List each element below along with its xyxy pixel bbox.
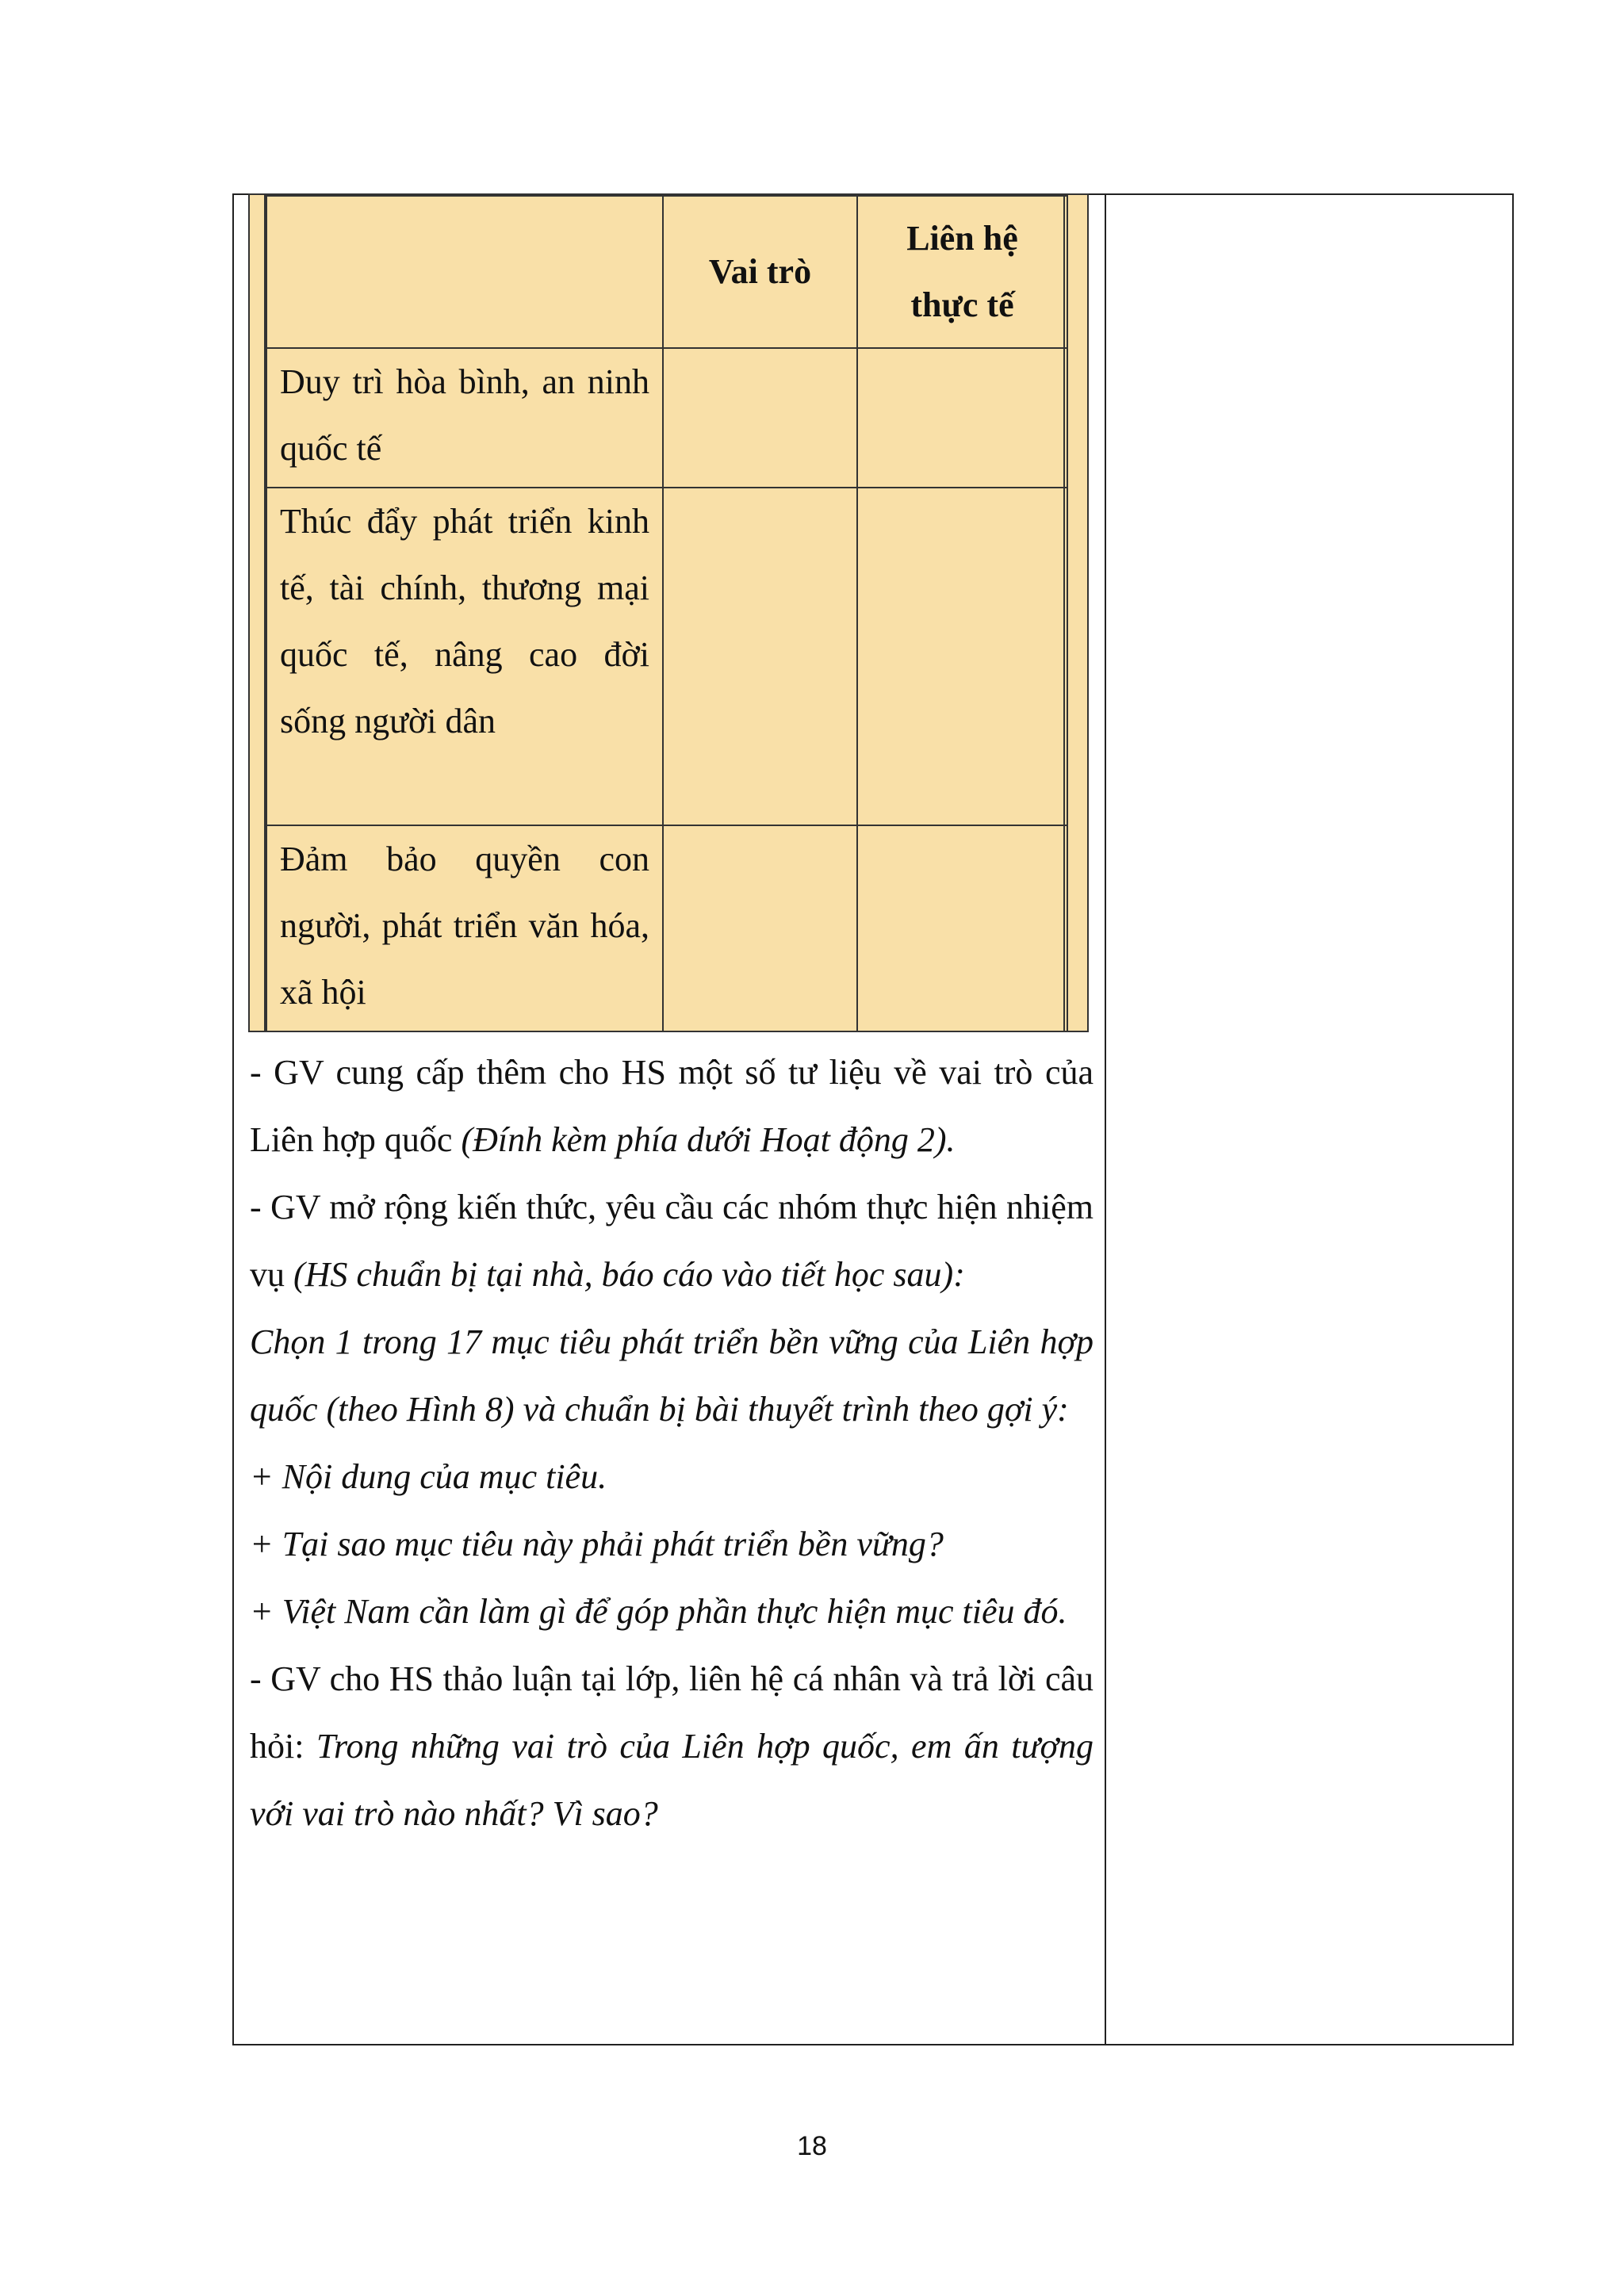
paragraph (250, 1173, 1094, 1308)
table-row (266, 825, 1067, 1031)
page-number: 18 (797, 2131, 827, 2161)
value-cell (663, 348, 857, 488)
header-practice-line1: Liên hệ (906, 219, 1018, 258)
table-row (266, 488, 1067, 825)
role-cell: Duy trì hòa bình, an ninh quốc tế (266, 348, 663, 488)
value-cell (663, 825, 857, 1031)
paragraph-text: - GV cho HS thảo luận tại lớp, liên hệ cá nhân và trả lời câu hỏi: (250, 1659, 1094, 1766)
role-cell: Đảm bảo quyền con người, phát triển văn hóa, xã hội (266, 825, 663, 1031)
table-row (266, 348, 1067, 488)
practice-cell (857, 488, 1067, 825)
paragraph-italic: Trong những vai trò của Liên hợp quốc, em ấn tượng với vai trò nào nhất? Vì sao? (250, 1727, 1094, 1833)
activity-table (232, 193, 1514, 2045)
table-header-row (266, 196, 1067, 348)
role-cell: Thúc đẩy phát triển kinh tế, tài chính, thương mại quốc tế, nâng cao đời sống người dân (266, 488, 663, 825)
roles-table-container (248, 193, 1089, 1032)
teacher-activity-column (234, 195, 1106, 2044)
bullet-item: + Việt Nam cần làm gì để góp phần thực hiện mục tiêu đó. (250, 1592, 1067, 1631)
paragraph (250, 1039, 1094, 1173)
value-cell (663, 488, 857, 825)
paragraph-italic: (HS chuẩn bị tại nhà, báo cáo vào tiết học sau): (293, 1255, 965, 1294)
bullet-item: + Tại sao mục tiêu này phải phát triển bền vững? (250, 1525, 944, 1563)
paragraph-italic: (Đính kèm phía dưới Hoạt động 2). (461, 1120, 956, 1159)
activity-instructions (250, 1039, 1094, 1847)
bullet-item: + Nội dung của mục tiêu. (250, 1457, 607, 1496)
practice-cell (857, 348, 1067, 488)
header-practice (857, 196, 1067, 348)
task-description: Chọn 1 trong 17 mục tiêu phát triển bền vững của Liên hợp quốc (theo Hình 8) và chuẩn bị bài thuyết trình theo gợi ý: (250, 1322, 1094, 1429)
header-empty (266, 196, 663, 348)
paragraph-text: - GV mở rộng kiến thức, yêu cầu các nhóm thực hiện nhiệm vụ (250, 1188, 1094, 1294)
student-activity-column (1106, 195, 1512, 2044)
paragraph-text: - GV cung cấp thêm cho HS một số tư liệu về vai trò của Liên hợp quốc (250, 1053, 1094, 1159)
header-role: Vai trò (663, 196, 857, 348)
paragraph (250, 1645, 1094, 1847)
header-practice-line2: thực tế (910, 285, 1014, 324)
practice-cell (857, 825, 1067, 1031)
un-roles-table (266, 195, 1068, 1032)
